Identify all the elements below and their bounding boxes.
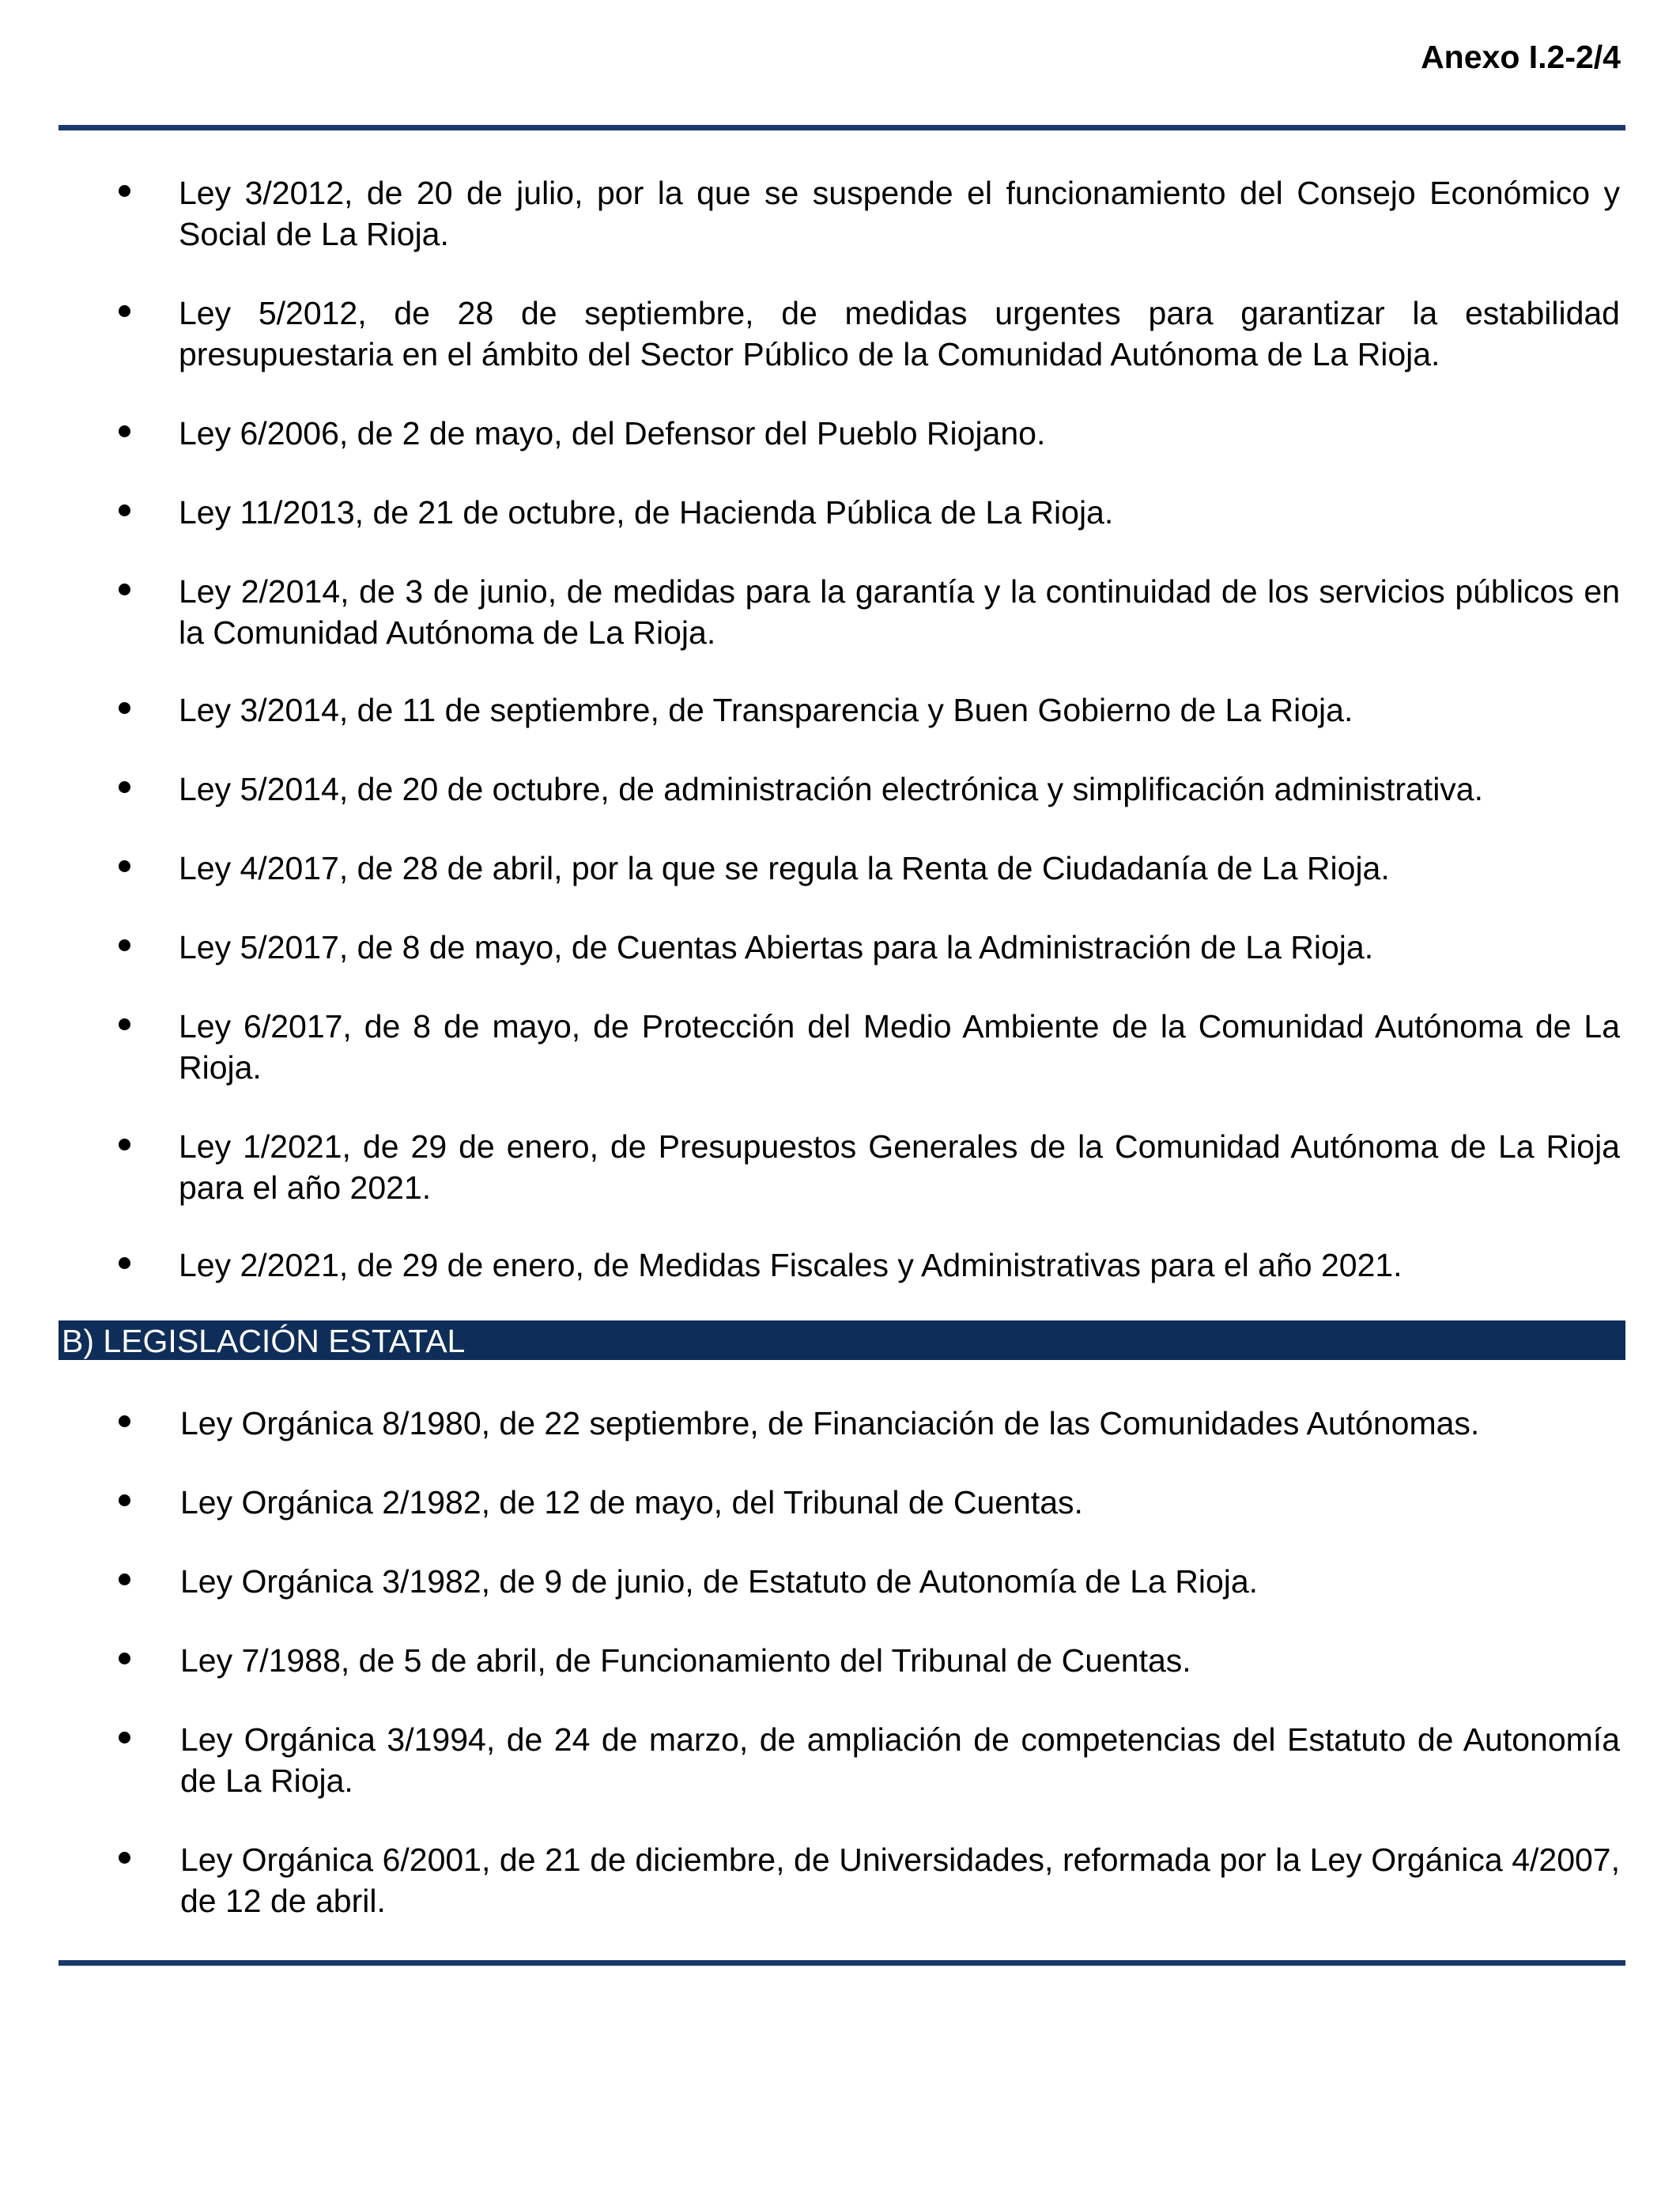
bullet-icon — [119, 1018, 130, 1030]
law-text: Ley 5/2014, de 20 de octubre, de administración electrónica y simplificación administrativa. — [179, 771, 1483, 807]
law-text: Ley 4/2017, de 28 de abril, por la que se regula la Renta de Ciudadanía de La Rioja. — [179, 850, 1390, 886]
bullet-icon — [119, 860, 130, 872]
bullet-icon — [119, 1494, 130, 1506]
law-text: Ley 6/2017, de 8 de mayo, de Protección del Medio Ambiente de la Comunidad Autónoma de La Rioja. — [179, 1008, 1620, 1086]
law-text: Ley 1/2021, de 29 de enero, de Presupuestos Generales de la Comunidad Autónoma de La Rioja para el año 2021. — [179, 1128, 1620, 1206]
top-divider — [59, 125, 1625, 130]
law-text: Ley 2/2021, de 29 de enero, de Medidas Fiscales y Administrativas para el año 2021. — [179, 1247, 1403, 1283]
bullet-icon — [119, 425, 130, 437]
law-text: Ley 6/2006, de 2 de mayo, del Defensor del Pueblo Riojano. — [179, 415, 1046, 451]
law-text: Ley Orgánica 2/1982, de 12 de mayo, del Tribunal de Cuentas. — [180, 1484, 1083, 1521]
bullet-icon — [119, 504, 130, 516]
bottom-divider — [59, 1960, 1625, 1966]
bullet-icon — [119, 1257, 130, 1269]
law-text: Ley Orgánica 8/1980, de 22 septiembre, de Financiación de las Comunidades Autónomas. — [180, 1405, 1480, 1441]
bullet-icon — [119, 781, 130, 793]
bullet-icon — [119, 702, 130, 714]
law-text: Ley 7/1988, de 5 de abril, de Funcionamiento del Tribunal de Cuentas. — [180, 1642, 1191, 1679]
bullet-icon — [119, 1852, 130, 1864]
law-text: Ley Orgánica 3/1982, de 9 de junio, de Estatuto de Autonomía de La Rioja. — [180, 1563, 1259, 1600]
law-text: Ley 5/2017, de 8 de mayo, de Cuentas Abiertas para la Administración de La Rioja. — [179, 929, 1374, 965]
bullet-icon — [119, 1574, 130, 1585]
bullet-icon — [119, 305, 130, 317]
law-text: Ley 11/2013, de 21 de octubre, de Hacienda Pública de La Rioja. — [179, 494, 1114, 531]
bullet-icon — [119, 584, 130, 595]
section-heading-state-legislation: B) LEGISLACIÓN ESTATAL — [59, 1320, 1625, 1360]
bullet-icon — [119, 185, 130, 197]
bullet-icon — [119, 1415, 130, 1427]
law-text: Ley 5/2012, de 28 de septiembre, de medidas urgentes para garantizar la estabilidad presupuestaria en el ámbito del Sector Público de la Comunidad Autónoma de La Rioja. — [179, 295, 1620, 372]
law-text: Ley 2/2014, de 3 de junio, de medidas para la garantía y la continuidad de los servicios públicos en la Comunidad Autónoma de La Rioja. — [179, 573, 1620, 651]
annex-label: Anexo I.2-2/4 — [1421, 39, 1621, 75]
bullet-icon — [119, 939, 130, 951]
law-text: Ley 3/2012, de 20 de julio, por la que se suspende el funcionamiento del Consejo Económico y Social de La Rioja. — [179, 175, 1620, 252]
bullet-icon — [119, 1732, 130, 1744]
bullet-icon — [119, 1139, 130, 1150]
law-text: Ley Orgánica 6/2001, de 21 de diciembre, de Universidades, reformada por la Ley Orgánica 4/2007, de 12 de abril. — [180, 1842, 1620, 1919]
law-text: Ley 3/2014, de 11 de septiembre, de Transparencia y Buen Gobierno de La Rioja. — [179, 692, 1353, 728]
law-text: Ley Orgánica 3/1994, de 24 de marzo, de ampliación de competencias del Estatuto de Autonomía de La Rioja. — [180, 1721, 1620, 1799]
bullet-icon — [119, 1653, 130, 1664]
